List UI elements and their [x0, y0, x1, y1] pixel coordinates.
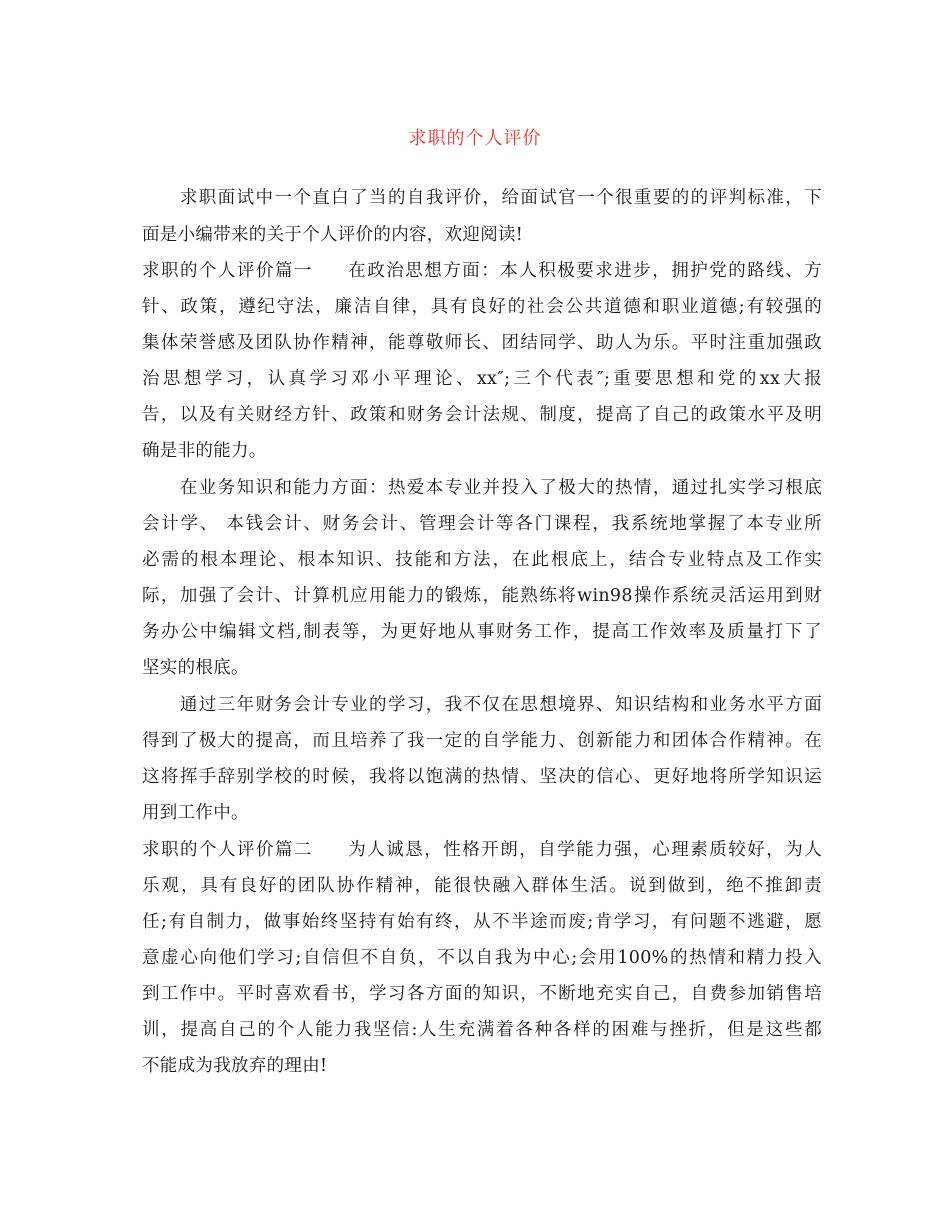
paragraph-line: 必需的根本理论、根本知识、技能和方法，在此根底上，结合专业特点及工作实	[142, 550, 822, 570]
paragraph-text: 在政治思想方面：本人积极要求进步，拥护党的路线、方	[347, 261, 822, 281]
paragraph-line: 务办公中编辑文档,制表等，为更好地从事财务工作，提高工作效率及质量打下了	[142, 622, 822, 642]
paragraph-line: 乐观，具有良好的团队协作精神，能很快融入群体生活。说到做到，绝不推卸责	[142, 876, 822, 896]
paragraph-line: 坚实的根底。	[142, 658, 249, 678]
paragraph-line: 治思想学习，认真学习邓小平理论、xx″;三个代表″;重要思想和党的xx大报	[142, 369, 822, 389]
paragraph-line: 确是非的能力。	[142, 441, 267, 461]
paragraph-line: 告，以及有关财经方针、政策和财务会计法规、制度，提高了自己的政策水平及明	[142, 405, 822, 425]
paragraph-line: 会计学、 本钱会计、财务会计、管理会计等各门课程，我系统地掌握了本专业所	[142, 514, 822, 534]
paragraph-line: 意虚心向他们学习;自信但不自负，不以自我为中心;会用100%的热情和精力投入	[142, 948, 822, 968]
paragraph-line: 得到了极大的提高，而且培养了我一定的自学能力、创新能力和团体合作精神。在	[142, 731, 822, 751]
paragraph-line: 集体荣誉感及团队协作精神，能尊敬师长、团结同学、助人为乐。平时注重加强政	[142, 333, 822, 353]
section-heading: 求职的个人评价篇二	[142, 840, 313, 860]
section-line	[142, 839, 822, 861]
section-line	[142, 260, 822, 282]
section-heading: 求职的个人评价篇一	[142, 261, 313, 281]
paragraph-line: 面是小编带来的关于个人评价的内容，欢迎阅读!	[142, 225, 524, 245]
document-title: 求职的个人评价	[408, 128, 542, 149]
paragraph-line: 这将挥手辞别学校的时候，我将以饱满的热情、坚决的信心、更好地将所学知识运	[142, 767, 822, 787]
paragraph-line: 训，提高自己的个人能力我坚信:人生充满着各种各样的困难与挫折，但是这些都	[142, 1020, 822, 1040]
paragraph-line: 在业务知识和能力方面：热爱本专业并投入了极大的热情，通过扎实学习根底	[142, 478, 822, 498]
paragraph-line: 任;有自制力，做事始终坚持有始有终，从不半途而废;肯学习，有问题不逃避，愿	[142, 912, 822, 932]
paragraph-text: 为人诚恳，性格开朗，自学能力强，心理素质较好，为人	[347, 840, 822, 860]
paragraph-line: 用到工作中。	[142, 803, 249, 823]
paragraph-line: 不能成为我放弃的理由!	[142, 1056, 328, 1076]
paragraph-line: 求职面试中一个直白了当的自我评价，给面试官一个很重要的的评判标准，下	[142, 188, 822, 208]
paragraph-line: 际，加强了会计、计算机应用能力的锻炼，能熟练将win98操作系统灵活运用到财	[142, 586, 822, 606]
paragraph-line: 到工作中。平时喜欢看书，学习各方面的知识，不断地充实自己，自费参加销售培	[142, 984, 822, 1004]
paragraph-line: 针、政策，遵纪守法，廉洁自律，具有良好的社会公共道德和职业道德;有较强的	[142, 297, 822, 317]
paragraph-line: 通过三年财务会计专业的学习，我不仅在思想境界、知识结构和业务水平方面	[142, 695, 822, 715]
